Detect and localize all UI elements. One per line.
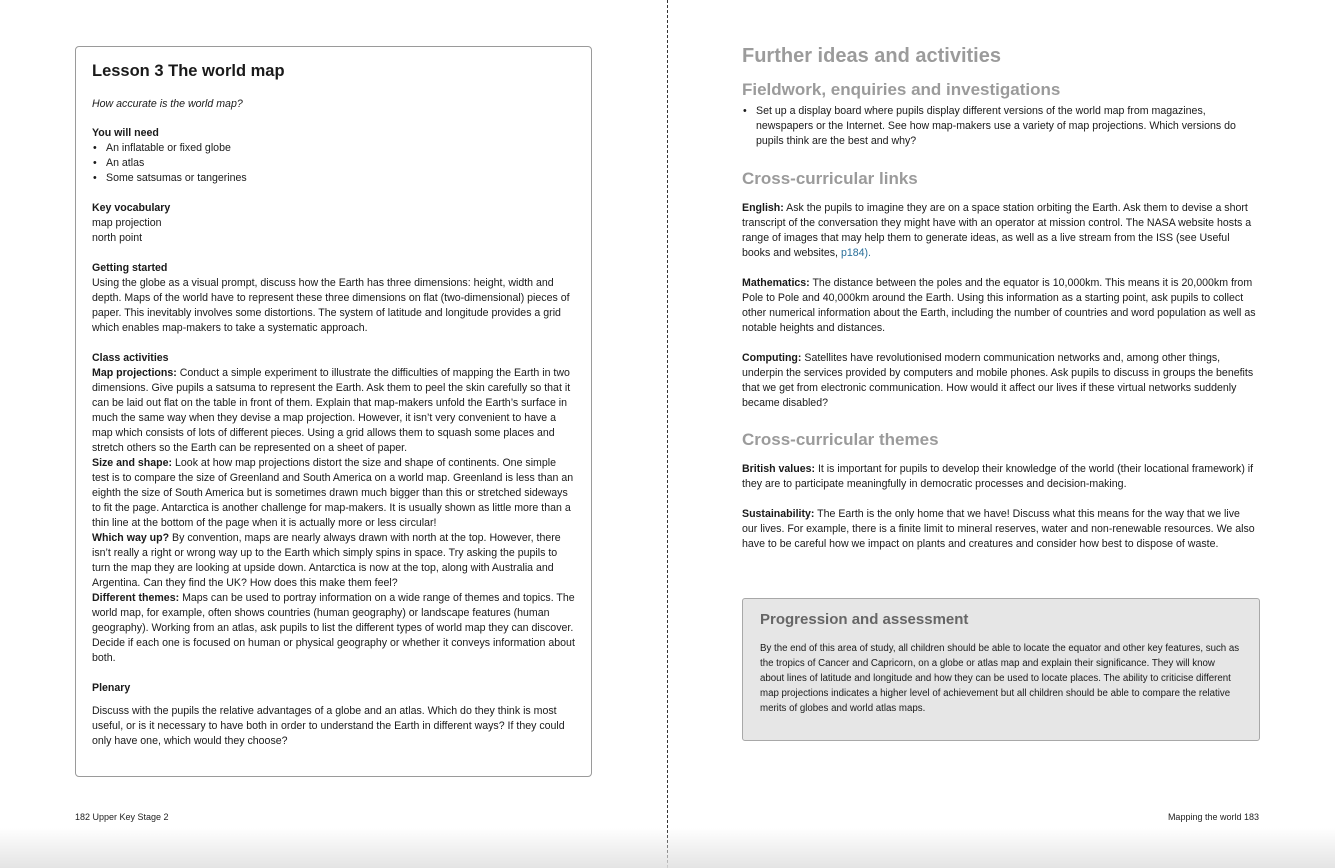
lesson-box (75, 46, 592, 777)
cross-curricular-links-heading: Cross-curricular links (742, 169, 918, 188)
fieldwork-list (742, 104, 1257, 149)
link-term: Mathematics: (742, 277, 810, 289)
activity-text: Maps can be used to portray information on a wide range of themes and topics. The world map, for example, often shows countries (human geography) or landscape features (human geography). Working from an atlas, ask pupils to list the different types of world map they can discover. Decide if each one is focused on human or physical geography or whether it conveys information about both. (92, 592, 575, 664)
activity-paragraph (92, 531, 576, 591)
list-item: • Some satsumas or tangerines (92, 171, 576, 186)
activity-paragraph (92, 591, 576, 666)
theme-text: It is important for pupils to develop their knowledge of the world (their locational framework) if they are to participate meaningfully in democratic processes and decision-making. (742, 463, 1254, 490)
fieldwork-heading: Fieldwork, enquiries and investigations (742, 80, 1061, 99)
theme-paragraph (742, 507, 1257, 552)
activity-text: By convention, maps are nearly always drawn with north at the top. However, there isn’t really a right or wrong way up to the Earth which simply spins in space. Try asking the pupils to turn the map they are looking at upside down. Antarctica is now at the top, along with Australia and Argentina. Can they find the UK? How does this make them feel? (92, 532, 561, 589)
activity-term: Which way up? (92, 532, 170, 544)
needs-list (92, 141, 576, 186)
left-page-footer: 182 Upper Key Stage 2 (75, 812, 169, 822)
link-paragraph (742, 276, 1257, 336)
activity-text: Look at how map projections distort the size and shape of continents. One simple test is to compare the size of Greenland and South America on a world map. Greenland is less than an eighth the size of South America but is sometimes drawn much bigger than this or stretched sideways to fit the page. Antarctica is another challenge for map-makers. It is usually shown as little more than a thin line at the bottom of the page when it is actually more or less circular! (92, 457, 574, 529)
activity-paragraph (92, 456, 576, 531)
link-term: Computing: (742, 352, 802, 364)
list-item: • Set up a display board where pupils display different versions of the world map from magazines, newspapers or the Internet. See how map-makers use a variety of map projections. Which versions do pupils think are the best and why? (742, 104, 1257, 149)
activity-term: Map projections: (92, 367, 177, 379)
lesson-question: How accurate is the world map? (92, 98, 243, 110)
progression-assessment-text: By the end of this area of study, all children should be able to locate the equator and other key features, such as the tropics of Cancer and Capricorn, on a globe or atlas map and explain their significance. They will know about lines of latitude and longitude and how they can be used to locate places. The ability to criticise different map projections indicates a higher level of achievement but all children should be able to compare the relative merits of globes and world atlas maps. (760, 643, 1240, 714)
vocab-item: north point (92, 232, 143, 244)
page-divider (667, 0, 668, 868)
vocab-item: map projection (92, 217, 162, 229)
right-page-content (742, 40, 1257, 552)
activity-text: Conduct a simple experiment to illustrate the difficulties of mapping the Earth in two dimensions. Give pupils a satsuma to represent the Earth. Ask them to peel the skin carefully so that it can be laid out flat on the table in front of them. Explain that map-makers unfold the Earth’s surface in much the same way when they devise a map projection. However, it isn’t very convenient to have a map which consists of lots of different pieces. Using a grid allows them to squash some places and stretch others so the Earth can be represented on a sheet of paper. (92, 367, 571, 454)
link-text: Satellites have revolutionised modern communication networks and, among other things, underpin the services provided by computers and mobile phones. Ask pupils to discuss in groups the benefits that we get from electronic communication. How would it affect our lives if these virtual networks suddenly became disabled? (742, 352, 1254, 409)
link-term: English: (742, 202, 784, 214)
list-item: • An atlas (92, 156, 576, 171)
getting-started-text: Using the globe as a visual prompt, discuss how the Earth has three dimensions: height, width and depth. Maps of the world have to represent these three dimensions on flat (two-dimensional) pieces of paper. This inevitably involves some distortions. The system of latitude and longitude provides a grid which enables map-makers to take a systematic approach. (92, 277, 570, 334)
plenary-text: Discuss with the pupils the relative advantages of a globe and an atlas. Which do they think is most useful, or is it necessary to have both in order to understand the Earth in different ways? If they could only have one, which would they choose? (92, 705, 565, 747)
right-page-footer: Mapping the world 183 (1167, 812, 1259, 822)
further-ideas-heading: Further ideas and activities (742, 45, 1001, 67)
getting-started-heading: Getting started (92, 262, 168, 274)
lesson-title: Lesson 3 The world map (92, 62, 285, 80)
theme-term: British values: (742, 463, 816, 475)
cross-curricular-themes-heading: Cross-curricular themes (742, 430, 939, 449)
class-activities-heading: Class activities (92, 352, 169, 364)
link-paragraph (742, 351, 1257, 411)
progression-assessment-heading: Progression and assessment (760, 611, 969, 628)
activity-term: Different themes: (92, 592, 180, 604)
activity-paragraph (92, 366, 576, 456)
progression-assessment-box (742, 598, 1260, 741)
you-will-need-heading: You will need (92, 127, 159, 139)
theme-text: The Earth is the only home that we have! Discuss what this means for the way that we live our lives. For example, there is a finite limit to mineral reserves, water and non-renewable resources. We also have to be careful how we impact on plants and creatures and consider how best to dispose of waste. (742, 508, 1255, 550)
activity-term: Size and shape: (92, 457, 173, 469)
link-text: The distance between the poles and the equator is 10,000km. This means it is 20,000km from Pole to Pole and 40,000km around the Earth. Using this information as a starting point, ask pupils to collect other numerical information about the Earth, including the number of countries and word population as well as notable heights and distances. (742, 277, 1256, 334)
page-reference-link[interactable]: p184). (840, 247, 871, 259)
list-item: • An inflatable or fixed globe (92, 141, 576, 156)
plenary-heading: Plenary (92, 682, 131, 694)
page-bottom-shadow (0, 828, 1335, 868)
link-paragraph (742, 201, 1257, 261)
theme-term: Sustainability: (742, 508, 815, 520)
theme-paragraph (742, 462, 1257, 492)
key-vocabulary-heading: Key vocabulary (92, 202, 171, 214)
link-text: Ask the pupils to imagine they are on a space station orbiting the Earth. Ask them to devise a short transcript of the conversation they might have with an operator at mission control. The NASA website hosts a range of images that may help them to generate ideas, as well as a live stream from the ISS (see Useful books and websites, (742, 202, 1252, 259)
